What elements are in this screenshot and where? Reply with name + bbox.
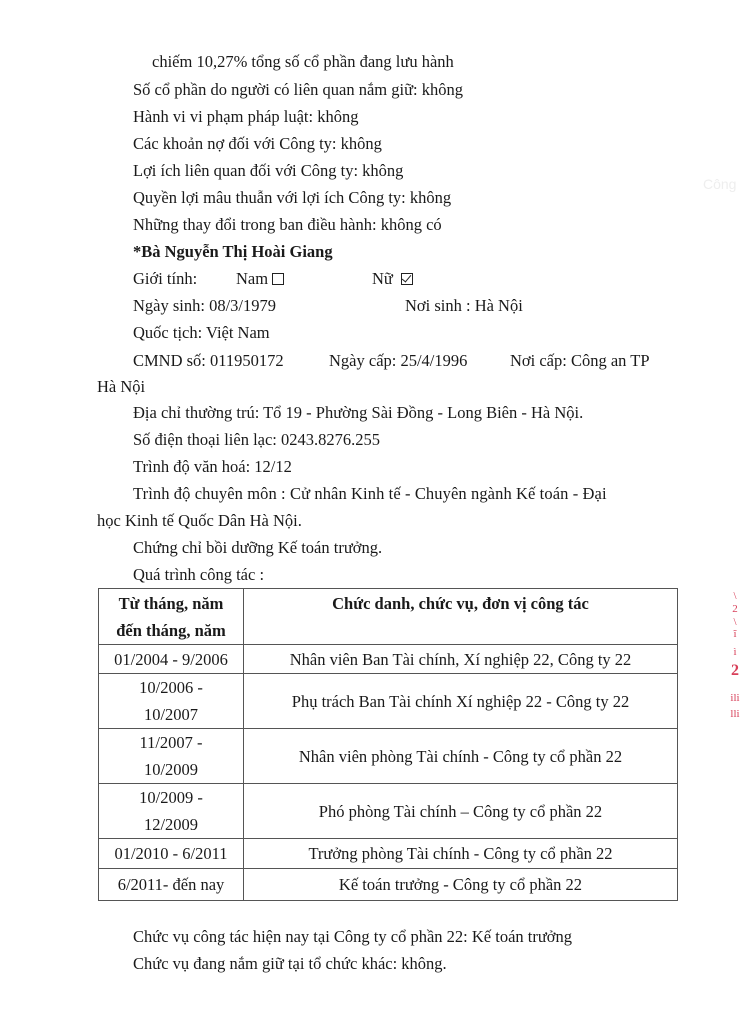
period-start: 10/2009 - <box>139 788 203 807</box>
period-cell <box>99 784 244 839</box>
red-mark: ĩ <box>733 628 737 640</box>
role-cell: Phụ trách Ban Tài chính Xí nghiệp 22 - Công ty 22 <box>244 674 678 729</box>
period-start: 01/2010 - 6/2011 <box>114 844 228 863</box>
period-cell <box>99 869 244 901</box>
role-cell: Kế toán trưởng - Công ty cổ phần 22 <box>244 869 678 901</box>
certificate-line: Chứng chỉ bồi dưỡng Kế toán trưởng. <box>133 538 383 557</box>
header-period-line-2: đến tháng, năm <box>116 621 226 640</box>
unchecked-box-icon <box>272 273 284 285</box>
table-row <box>99 674 678 729</box>
period-cell <box>99 729 244 784</box>
id-number: CMND số: 011950172 <box>133 351 284 370</box>
other-positions-line: Chức vụ đang nắm giữ tại tổ chức khác: không. <box>133 954 447 973</box>
checked-box-icon <box>401 273 413 285</box>
shares-percent-line: chiếm 10,27% tổng số cổ phần đang lưu hành <box>152 52 454 71</box>
current-position-line: Chức vụ công tác hiện nay tại Công ty cổ phần 22: Kế toán trưởng <box>133 927 573 946</box>
phone-line: Số điện thoại liên lạc: 0243.8276.255 <box>133 430 381 449</box>
red-mark: ì <box>733 646 737 658</box>
changes-line: Những thay đổi trong ban điều hành: không có <box>133 215 442 234</box>
debts-line: Các khoản nợ đối với Công ty: không <box>133 134 382 153</box>
gender-female-label: Nữ <box>372 269 393 288</box>
red-mark: \ <box>733 616 737 628</box>
period-end: 10/2007 <box>143 705 199 724</box>
period-start: 01/2004 - 9/2006 <box>114 649 228 669</box>
issue-place: Nơi cấp: Công an TP <box>510 351 650 370</box>
address-line: Địa chỉ thường trú: Tổ 19 - Phường Sài Đồng - Long Biên - Hà Nội. <box>133 403 584 422</box>
red-mark: 2 <box>731 662 739 679</box>
gender-female-option <box>372 269 413 289</box>
period-start: 10/2006 - <box>139 678 203 697</box>
role-cell: Nhân viên phòng Tài chính - Công ty cổ phần 22 <box>244 729 678 784</box>
header-period <box>99 589 244 645</box>
period-start: 11/2007 - <box>139 733 203 752</box>
period-start: 6/2011- đến nay <box>117 875 225 894</box>
table-row <box>99 729 678 784</box>
related-benefits-line: Lợi ích liên quan đối với Công ty: không <box>133 161 404 180</box>
issue-place-cont: Hà Nội <box>97 377 146 396</box>
role-cell: Trưởng phòng Tài chính - Công ty cổ phần 22 <box>244 839 678 869</box>
period-end: 10/2009 <box>143 760 199 779</box>
red-mark: \ <box>733 590 737 602</box>
bleed-through-text: Công <box>703 176 737 192</box>
table-row <box>99 645 678 674</box>
table-row <box>99 784 678 839</box>
role-cell: Phó phòng Tài chính – Công ty cổ phần 22 <box>244 784 678 839</box>
violations-line: Hành vi vi phạm pháp luật: không <box>133 107 359 126</box>
red-mark: 2 <box>732 603 738 615</box>
table-row <box>99 839 678 869</box>
nationality-line: Quốc tịch: Việt Nam <box>133 323 270 342</box>
education-line: Trình độ văn hoá: 12/12 <box>133 457 292 476</box>
person-heading: *Bà Nguyễn Thị Hoài Giang <box>133 242 333 261</box>
period-cell <box>99 839 244 869</box>
header-role: Chức danh, chức vụ, đơn vị công tác <box>244 589 678 645</box>
qualification-line-1: Trình độ chuyên môn : Cử nhân Kinh tế - Chuyên ngành Kế toán - Đại <box>133 484 607 503</box>
gender-male-option <box>236 269 284 289</box>
work-history-label: Quá trình công tác : <box>133 565 265 584</box>
red-mark: ili <box>730 692 740 704</box>
table-header-row <box>99 589 678 645</box>
qualification-line-2: học Kinh tế Quốc Dân Hà Nội. <box>97 511 302 530</box>
related-shares-line: Số cổ phần do người có liên quan nắm giữ: không <box>133 80 463 99</box>
table-row <box>99 869 678 901</box>
birthplace-line: Nơi sinh : Hà Nội <box>405 296 523 315</box>
role-cell: Nhân viên Ban Tài chính, Xí nghiệp 22, Công ty 22 <box>244 645 678 674</box>
period-end: 12/2009 <box>143 815 199 834</box>
conflicts-line: Quyền lợi mâu thuẫn với lợi ích Công ty: không <box>133 188 452 207</box>
issue-date: Ngày cấp: 25/4/1996 <box>329 351 468 370</box>
period-cell <box>99 674 244 729</box>
gender-label: Giới tính: <box>133 269 198 288</box>
dob-line: Ngày sinh: 08/3/1979 <box>133 296 276 315</box>
work-history-table <box>98 588 678 901</box>
header-period-line-1: Từ tháng, năm <box>118 594 224 613</box>
red-mark: lli <box>730 708 740 720</box>
period-cell <box>99 645 244 674</box>
gender-male-label: Nam <box>236 269 269 288</box>
